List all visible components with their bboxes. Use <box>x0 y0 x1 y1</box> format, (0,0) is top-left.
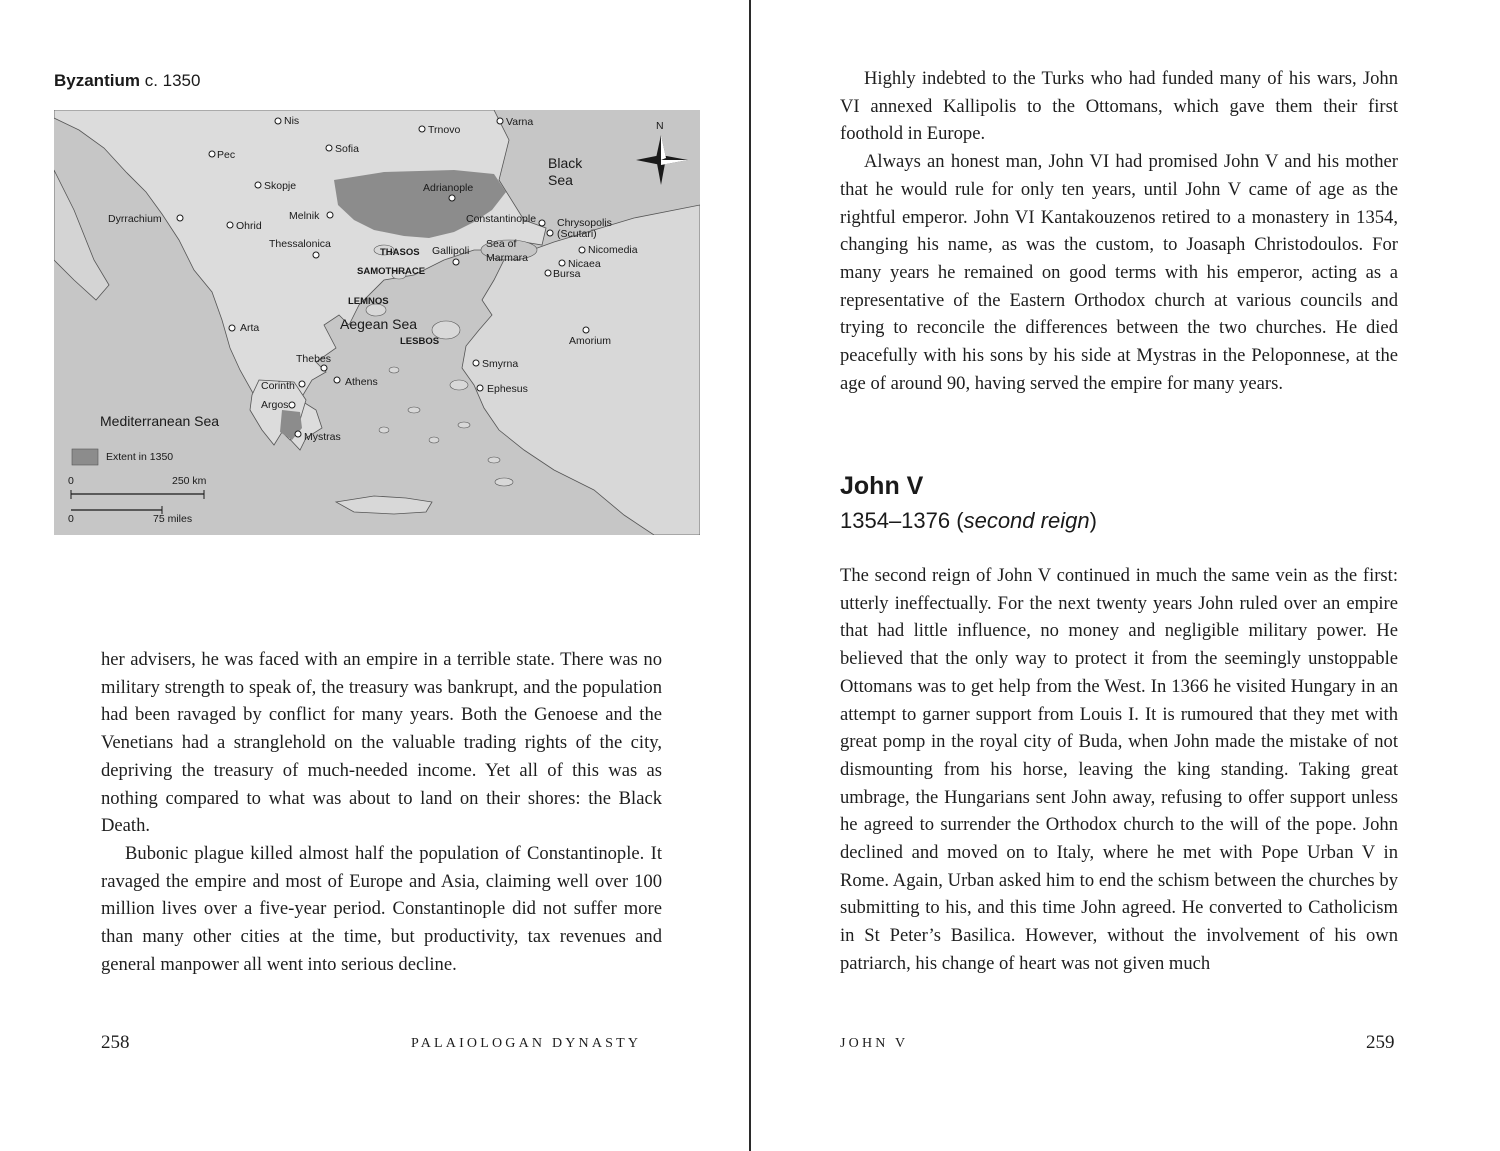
city-nicaea <box>559 260 565 266</box>
city-thebes <box>321 365 327 371</box>
city-ohrid <box>227 222 233 228</box>
map-label-nicomedia: Nicomedia <box>588 244 638 256</box>
map-label-smyrna: Smyrna <box>482 358 519 370</box>
map-label-arta: Arta <box>240 322 260 334</box>
rhodes-island <box>495 478 513 486</box>
city-corinth <box>299 381 305 387</box>
map-label-melnik: Melnik <box>289 210 320 222</box>
map-label-lesbos: LESBOS <box>400 336 440 347</box>
island <box>429 437 439 443</box>
city-adrianople <box>449 195 455 201</box>
map-caption <box>54 71 200 91</box>
city-amorium <box>583 327 589 333</box>
city-nicomedia <box>579 247 585 253</box>
map-label-argos: Argos <box>261 399 289 411</box>
city-athens <box>334 377 340 383</box>
city-mystras <box>295 431 301 437</box>
city-ephesus <box>477 385 483 391</box>
compass-north-label: N <box>656 120 664 132</box>
city-sofia <box>326 145 332 151</box>
map-label-corinth: Corinth <box>261 380 295 392</box>
city-pec <box>209 151 215 157</box>
map-label-aegean-sea: Aegean Sea <box>340 316 418 332</box>
island <box>458 422 470 428</box>
city-argos <box>289 402 295 408</box>
island <box>379 427 389 433</box>
right-body-text-top <box>840 65 1398 397</box>
city-trnovo <box>419 126 425 132</box>
city-thessalonica <box>313 252 319 258</box>
map-label-trnovo: Trnovo <box>428 124 461 136</box>
legend-extent-label: Extent in 1350 <box>106 451 174 463</box>
map-caption-title: Byzantium <box>54 71 140 90</box>
map-label-varna: Varna <box>506 116 534 128</box>
reign-dates-line: 1354–1376 (second reign) <box>840 508 1097 533</box>
left-page <box>0 0 749 1151</box>
left-paragraph-2: Bubonic plague killed almost half the population of Constantinople. It ravaged the empire and most of Europe and Asia, claiming well over 100 million lives over a five-year period. Constantinople did not suffer more than many other cities at the time, but productivity, tax revenues and general manpower all went into serious decline. <box>101 842 662 975</box>
map-label-athens: Athens <box>345 376 378 388</box>
map-label-dyrrachium: Dyrrachium <box>108 213 162 225</box>
map-label-thasos: THASOS <box>380 247 420 258</box>
byzantium-map <box>54 110 700 535</box>
city-melnik <box>327 212 333 218</box>
city-chrysopolis <box>547 230 553 236</box>
page-number-left: 258 <box>101 1032 130 1053</box>
city-bursa <box>545 270 551 276</box>
map-label-chrysopolis: Chrysopolis <box>557 217 612 229</box>
island <box>488 457 500 463</box>
legend-extent-swatch <box>72 449 98 465</box>
map-label-sea-of-marmara-2: Marmara <box>486 252 529 264</box>
map-label-sofia: Sofia <box>335 143 359 155</box>
map-label-pec: Pec <box>217 149 236 161</box>
map-label-mystras: Mystras <box>304 431 341 443</box>
map-label-ephesus: Ephesus <box>487 383 528 395</box>
city-varna <box>497 118 503 124</box>
map-label-black-sea: Black <box>548 155 583 171</box>
map-label-thessalonica: Thessalonica <box>269 238 331 250</box>
city-constantinople <box>539 220 545 226</box>
city-gallipoli <box>453 259 459 265</box>
map-label-gallipoli: Gallipoli <box>432 245 470 257</box>
map-label-amorium: Amorium <box>569 335 612 347</box>
city-smyrna <box>473 360 479 366</box>
scale-miles-label: 75 miles <box>153 513 193 525</box>
right-body-text-bottom <box>840 562 1398 978</box>
map-label-samothrace: SAMOTHRACE <box>357 266 426 277</box>
map-caption-year: c. 1350 <box>144 71 201 90</box>
island <box>408 407 420 413</box>
city-dyrrachium <box>177 215 183 221</box>
page-number-right: 259 <box>1366 1032 1395 1053</box>
map-label-bursa: Bursa <box>553 268 581 280</box>
scale-zero-miles: 0 <box>68 513 74 525</box>
city-arta <box>229 325 235 331</box>
reign-dates: 1354–1376 <box>840 508 951 533</box>
map-label-skopje: Skopje <box>264 180 297 192</box>
map-label-scutari: (Scutari) <box>557 228 597 240</box>
scale-km-label: 250 km <box>172 475 207 487</box>
map-label-constantinople: Constantinople <box>466 213 537 225</box>
reign-note: second reign <box>963 508 1090 533</box>
map-label-ohrid: Ohrid <box>236 220 262 232</box>
map-label-nicaea: Nicaea <box>568 258 601 270</box>
city-skopje <box>255 182 261 188</box>
scale-zero-km: 0 <box>68 475 74 487</box>
section-title: John V <box>840 472 924 500</box>
right-paragraph-3: The second reign of John V continued in much the same vein as the first: utterly ineffectually. For the next twenty years John ruled over an empire that had little influence, no money and negligible military power. He believed that the only way to protect it from the seemingly unstoppable Ottomans was to get help from the West. In 1366 he visited Hungary in an attempt to garner support from Louis I. It is rumoured that they met with great pomp in the royal city of Buda, when John made the mistake of not dismounting from his horse, leaving the king standing. Taking great umbrage, the Hungarians sent John away, refusing to offer support unless he agreed to surrender the Orthodox church to the will of the pope. John declined and moved on to Italy, where he met with Pope Urban V in Rome. Again, Urban asked him to end the schism between the churches by submitting to his, and this time John agreed. He converted to Catholicism in St Peter’s Basilica. However, without the involvement of his own patriarch, his change of heart was not given much <box>840 565 1398 974</box>
map-label-lemnos: LEMNOS <box>348 296 389 307</box>
map-label-black-sea-2: Sea <box>548 172 573 188</box>
map-label-mediterranean-sea: Mediterranean Sea <box>100 413 220 429</box>
left-paragraph-1: her advisers, he was faced with an empire in a terrible state. There was no military strength to speak of, the treasury was bankrupt, and the population had been ravaged by conflict for many years. Both the Genoese and the Venetians had a stranglehold on the valuable trading rights of the city, depriving the treasury of much-needed income. Yet all of this was as nothing compared to what was about to land on their shores: the Black Death. <box>101 649 662 837</box>
map-label-adrianople: Adrianople <box>423 182 474 194</box>
map-label-sea-of-marmara-1: Sea of <box>486 238 517 250</box>
left-body-text <box>101 646 662 978</box>
running-head-left: PALAIOLOGAN DYNASTY <box>411 1036 642 1051</box>
city-nis <box>275 118 281 124</box>
right-paragraph-2: Always an honest man, John VI had promised John V and his mother that he would rule for only ten years, until John V came of age as the rightful emperor. John VI Kantakouzenos retired to a monastery in 1354, changing his name, as was the custom, to Joasaph Christodoulos. For many years he remained on good terms with his emperor, acting as a representative of the Eastern Orthodox church at various councils and trying to reconcile the differences between the two churches. He died peacefully with his sons by his side at Mystras in the Peloponnese, at the age of around 90, having served the empire for many years. <box>840 151 1398 394</box>
right-paragraph-1: Highly indebted to the Turks who had funded many of his wars, John VI annexed Kallipolis to the Ottomans, which gave them their first foothold in Europe. <box>840 68 1398 145</box>
running-head-right: JOHN V <box>840 1036 909 1051</box>
map-label-nis: Nis <box>284 115 300 127</box>
chios-island <box>450 380 468 390</box>
map-label-thebes: Thebes <box>296 353 332 365</box>
island <box>389 367 399 373</box>
